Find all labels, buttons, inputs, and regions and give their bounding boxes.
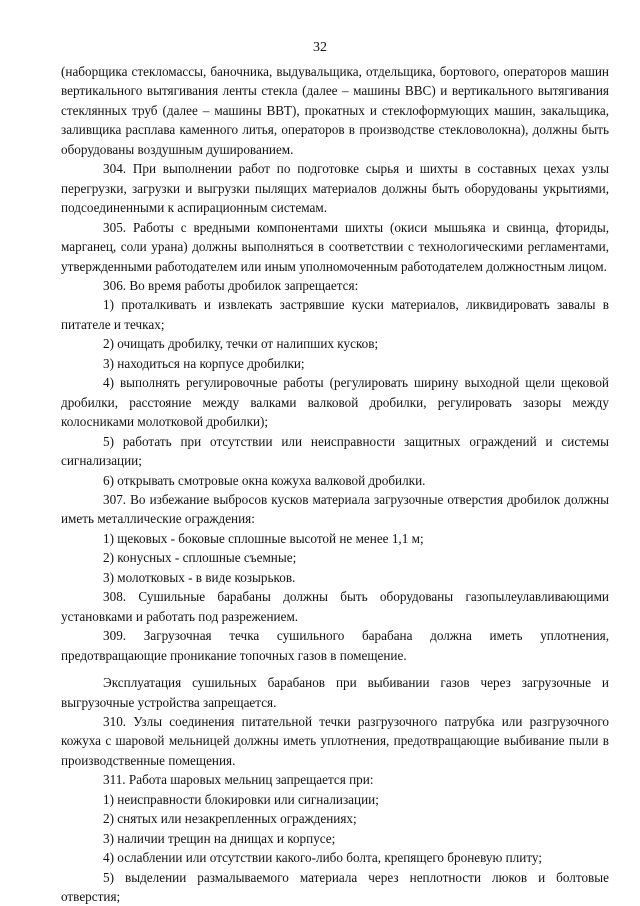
- paragraph: 5) работать при отсутствии или неисправности защитных ограждений и системы сигнализации;: [61, 433, 609, 469]
- paragraph: 304. При выполнении работ по подготовке сырья и шихты в составных цехах узлы перегрузки, загрузки и выгрузки пылящих материалов должны быть оборудованы укрытиями, подсоединенными к аспирационным системам.: [61, 161, 609, 216]
- paragraph: 3) находиться на корпусе дробилки;: [103, 355, 305, 371]
- paragraph: 1) проталкивать и извлекать застрявшие куски материалов, ликвидировать завалы в питателе и течках;: [61, 297, 609, 332]
- paragraph: (наборщика стекломассы, баночника, выдувальщика, отдельщика, бортового, операторов машин вертикального вытягивания ленты стекла (далее – машины ВВС) и вертикального вытягивания стеклянных труб (далее – машины ВВТ), прокатных и стеклоформующих машин, закальщика, заливщика расплава каменного литья, операторов в производстве стекловолокна), должны быть оборудованы воздушным душированием.: [61, 64, 609, 157]
- paragraph: Эксплуатация сушильных барабанов при выбивании газов через загрузочные и выгрузочные устройства запрещается.: [61, 675, 609, 710]
- paragraph: 311. Работа шаровых мельниц запрещается при:: [103, 772, 374, 788]
- paragraph: 307. Во избежание выбросов кусков материала загрузочные отверстия дробилок должны иметь металлические ограждения:: [61, 491, 609, 527]
- document-body: [61, 62, 609, 906]
- paragraph: 4) ослаблении или отсутствии какого-либо болта, крепящего броневую плиту;: [103, 850, 542, 866]
- paragraph: 1) неисправности блокировки или сигнализации;: [103, 791, 379, 807]
- paragraph: 308. Сушильные барабаны должны быть оборудованы газопылеулавливающими установками и работать под разрежением.: [61, 589, 609, 624]
- paragraph: 2) снятых или незакрепленных ограждениях;: [103, 811, 357, 827]
- paragraph: 310. Узлы соединения питательной течки разгрузочного патрубка или разгрузочного кожуха с шаровой мельницей должны иметь уплотнения, предотвращающие выбивание пыли в производственные помещения.: [61, 713, 609, 768]
- paragraph: 2) очищать дробилку, течки от налипших кусков;: [103, 336, 379, 352]
- paragraph: 5) выделении размалываемого материала через неплотности люков и болтовые отверстия;: [61, 869, 609, 905]
- paragraph: 6) открывать смотровые окна кожуха валковой дробилки.: [103, 472, 426, 488]
- paragraph: 1) щековых - боковые сплошные высотой не менее 1,1 м;: [103, 530, 424, 546]
- paragraph: 309. Загрузочная течка сушильного барабана должна иметь уплотнения, предотвращающие проникание топочных газов в помещение.: [61, 628, 609, 663]
- paragraph: 306. Во время работы дробилок запрещается:: [103, 277, 359, 293]
- paragraph: 305. Работы с вредными компонентами шихты (окиси мышьяка и свинца, фториды, марганец, соли урана) должны выполняться в соответствии с технологическими регламентами, утвержденными работодателем или иным уполномоченным работодателем должностным лицом.: [61, 219, 609, 274]
- paragraph: 3) наличии трещин на днищах и корпусе;: [103, 830, 336, 846]
- paragraph: 2) конусных - сплошные съемные;: [103, 550, 297, 566]
- paragraph: 3) молотковых - в виде козырьков.: [103, 569, 296, 585]
- paragraph: 4) выполнять регулировочные работы (регулировать ширину выходной щели щековой дробилки, расстояние между валками валковой дробилки, регулировать зазоры между колосниками молотковой дробилки);: [61, 375, 609, 430]
- page-number: 32: [313, 40, 327, 55]
